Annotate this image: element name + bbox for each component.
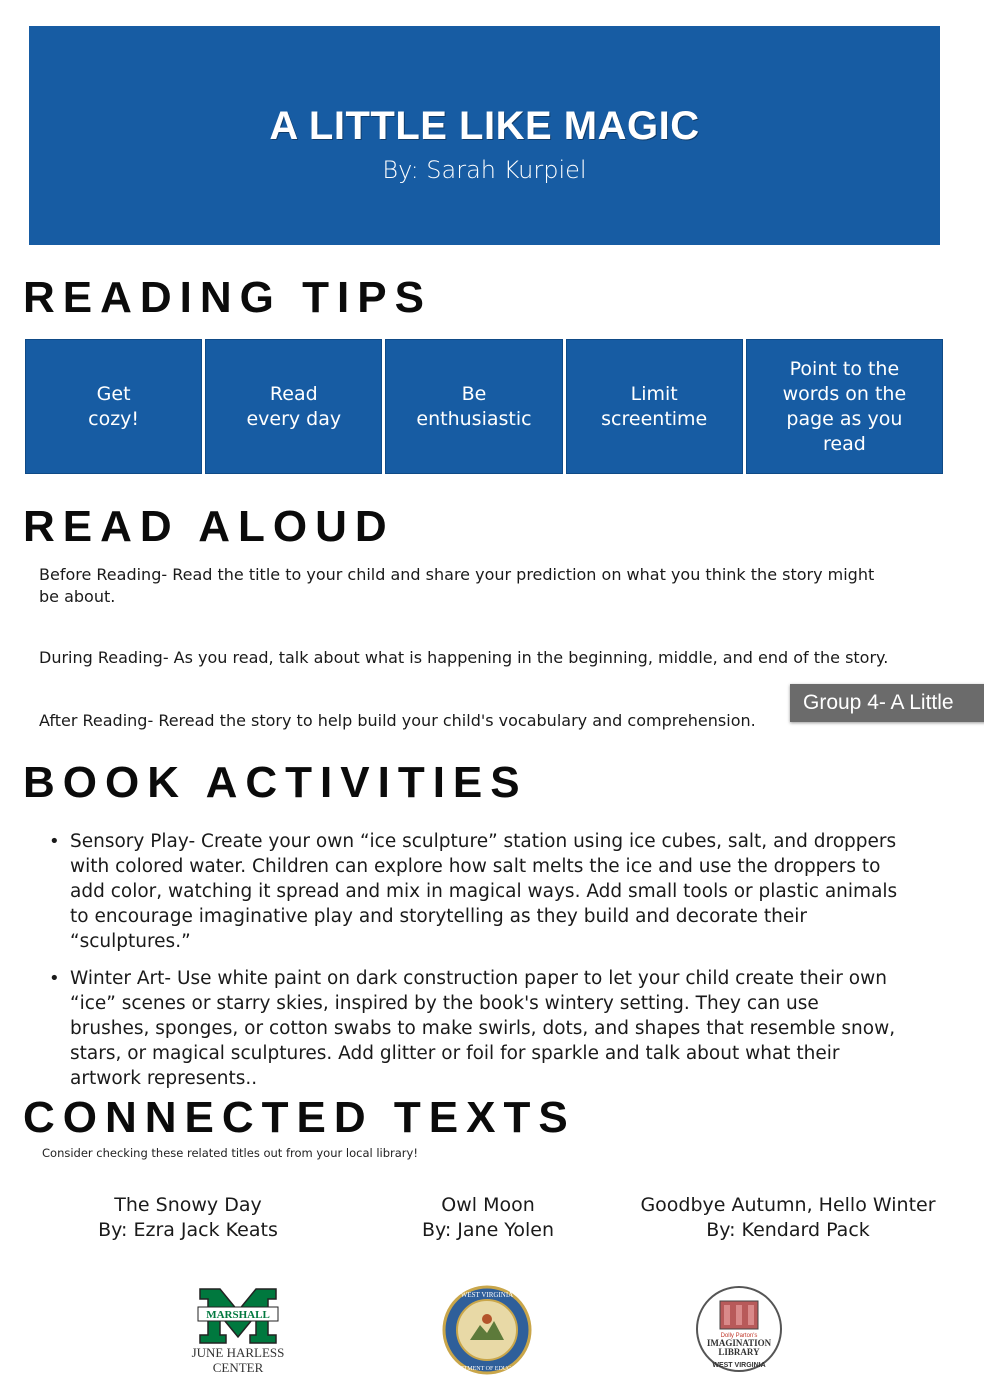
book-title: The Snowy Day <box>114 1194 262 1216</box>
wv-department-of-education-seal <box>442 1285 532 1375</box>
book-title: Owl Moon <box>441 1194 535 1216</box>
library-note: Consider checking these related titles out from your local library! <box>42 1146 418 1160</box>
book-author: By: Sarah Kurpiel <box>382 156 587 184</box>
svg-text:WEST VIRGINIA: WEST VIRGINIA <box>712 1362 766 1369</box>
tip-card: Be enthusiastic <box>385 339 562 474</box>
svg-text:LIBRARY: LIBRARY <box>718 1347 760 1357</box>
svg-text:WEST VIRGINIA: WEST VIRGINIA <box>460 1291 514 1299</box>
svg-text:JUNE HARLESS: JUNE HARLESS <box>191 1345 285 1360</box>
tip-card: Get cozy! <box>25 339 202 474</box>
book-author: By: Ezra Jack Keats <box>98 1219 278 1241</box>
book-entry <box>628 1193 948 1243</box>
book-title: A LITTLE LIKE MAGIC <box>269 104 700 148</box>
activity-list <box>70 829 900 954</box>
reading-tips-row <box>25 339 943 474</box>
marshall-june-harless-logo <box>186 1285 290 1377</box>
svg-text:CENTER: CENTER <box>212 1360 264 1375</box>
svg-text:DEPARTMENT OF EDUCATION: DEPARTMENT OF EDUCATION <box>444 1366 530 1372</box>
tip-card: Read every day <box>205 339 382 474</box>
book-entry <box>328 1193 648 1243</box>
title-banner <box>29 26 940 245</box>
after-reading-text: After Reading- Reread the story to help build your child's vocabulary and comprehension. <box>39 711 756 730</box>
book-entry <box>28 1193 348 1243</box>
reading-tips-heading: READING TIPS <box>23 273 432 322</box>
before-reading-text: Before Reading- Read the title to your child and share your prediction on what you think the story might be about. <box>39 565 875 606</box>
book-title: Goodbye Autumn, Hello Winter <box>640 1194 936 1216</box>
read-aloud-heading: READ ALOUD <box>23 502 395 551</box>
imagination-library-logo <box>694 1285 784 1377</box>
svg-text:Dolly Parton's: Dolly Parton's <box>720 1333 758 1339</box>
book-author: By: Kendard Pack <box>706 1219 870 1241</box>
svg-text:IMAGINATION: IMAGINATION <box>706 1338 772 1348</box>
list-item: • Winter Art- Use white paint on dark construction paper to let your child create their own “ice” scenes or starry skies, inspired by the book's wintery setting. They can use brushes, sponges, or cotton swabs to make swirls, dots, and shapes that resemble snow, stars, or magical sculptures. Add glitter or foil for sparkle and talk about what their artwork represents.. <box>70 966 900 1091</box>
activity-list <box>70 966 900 1091</box>
list-item: • Sensory Play- Create your own “ice sculpture” station using ice cubes, salt, and droppers with colored water. Children can explore how salt melts the ice and use the droppers to add color, watching it spread and mix in magical ways. Add small tools or plastic animals to encourage imaginative play and storytelling as they build and decorate their “sculptures.” <box>70 829 900 954</box>
svg-text:MARSHALL: MARSHALL <box>206 1309 270 1321</box>
during-reading-text: During Reading- As you read, talk about what is happening in the beginning, middle, and end of the story. <box>39 648 889 667</box>
book-author: By: Jane Yolen <box>421 1219 555 1241</box>
tip-card: Limit screentime <box>566 339 743 474</box>
tip-card: Point to the words on the page as you read <box>746 339 943 474</box>
group-tooltip: Group 4- A Little <box>790 684 984 722</box>
book-activities-heading: BOOK ACTIVITIES <box>23 758 528 807</box>
connected-texts-heading: CONNECTED TEXTS <box>23 1093 576 1142</box>
